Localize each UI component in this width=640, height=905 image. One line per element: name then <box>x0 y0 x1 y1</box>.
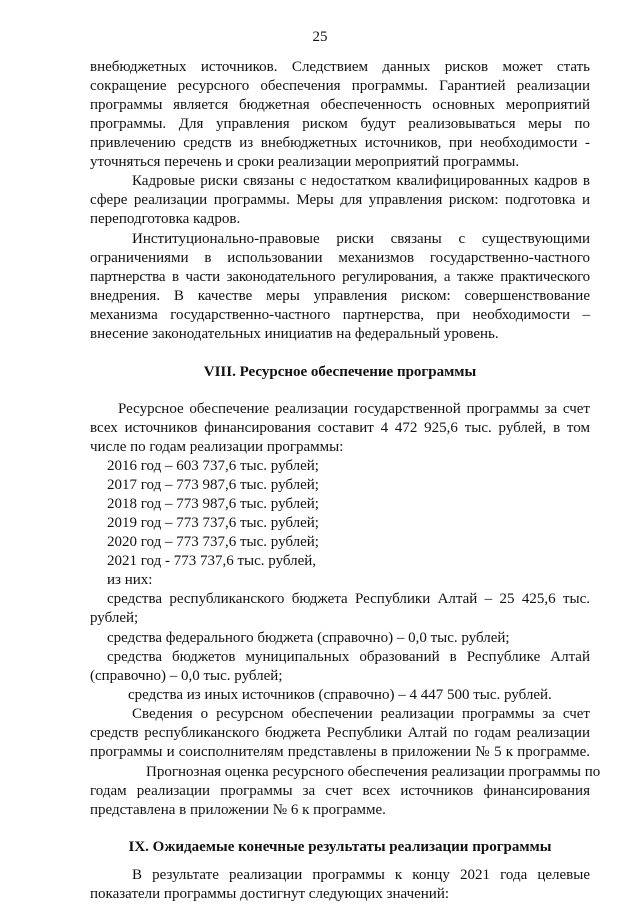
text-line: переподготовка кадров. <box>90 211 241 227</box>
text-line: В результате реализации программы к концу 2021 года целевые <box>132 867 590 883</box>
section-heading: VIII. Ресурсное обеспечение программы <box>203 364 477 380</box>
text-line: Прогнозная оценка ресурсного обеспечения реализации программы по <box>146 764 601 780</box>
text-line: программы и соисполнителям представлены в приложении № 5 к программе. <box>90 744 590 760</box>
text-line: 2019 год – 773 737,6 тыс. рублей; <box>107 515 319 531</box>
text-line: Кадровые риски связаны с недостатком квалифицированных кадров в <box>132 173 590 189</box>
text-line: всех источников финансирования составит 4 472 925,6 тыс. рублей, в том <box>90 420 590 436</box>
text-line: привлечению средств из внебюджетных источников, при необходимости - <box>90 135 590 151</box>
text-line: внедрения. В качестве меры управления риском: совершенствование <box>90 288 590 304</box>
text-line: 2016 год – 603 737,6 тыс. рублей; <box>107 458 319 474</box>
text-line: рублей; <box>90 610 139 626</box>
text-line: (справочно) – 0,0 тыс. рублей; <box>90 668 283 684</box>
text-line: Сведения о ресурсном обеспечении реализации программы за счет <box>132 706 590 722</box>
text-line: показатели программы достигнут следующих значений: <box>90 886 450 902</box>
text-line: сфере реализации программы. Меры для управления риском: подготовка и <box>90 192 590 208</box>
text-line: числе по годам реализации программы: <box>90 439 344 455</box>
text-line: представлена в приложении № 6 к программе. <box>90 802 386 818</box>
section-heading: IX. Ожидаемые конечные результаты реализации программы <box>128 839 552 855</box>
text-line: годам реализации программы за счет всех источников финансирования <box>90 783 590 799</box>
text-line: средств республиканского бюджета Республики Алтай по годам реализации <box>90 725 590 741</box>
text-line: внебюджетных источников. Следствием данных рисков может стать <box>90 59 590 75</box>
text-line: партнерства в части законодательного регулирования, а также практического <box>90 269 590 285</box>
text-line: средства республиканского бюджета Республики Алтай – 25 425,6 тыс. <box>107 591 590 607</box>
text-line: 2020 год – 773 737,6 тыс. рублей; <box>107 534 319 550</box>
text-line: ограничениями в использовании механизмов государственно-частного <box>90 250 590 266</box>
text-line: Институционально-правовые риски связаны с существующими <box>132 231 590 247</box>
text-line: программы. Для управления риском будут реализовываться меры по <box>90 116 590 132</box>
text-line: уточняться перечень и сроки реализации мероприятий программы. <box>90 154 520 170</box>
text-line: внесение законодательных инициатив на федеральный уровень. <box>90 326 499 342</box>
text-line: средства из иных источников (справочно) – 4 447 500 тыс. рублей. <box>128 687 552 703</box>
page-number: 25 <box>312 29 328 45</box>
text-line: механизма государственно-частного партнерства, при необходимости – <box>90 307 590 323</box>
text-line: 2017 год – 773 987,6 тыс. рублей; <box>107 477 319 493</box>
text-line: средства бюджетов муниципальных образований в Республике Алтай <box>107 649 590 665</box>
text-line: средства федерального бюджета (справочно) – 0,0 тыс. рублей; <box>107 630 510 646</box>
text-line: сокращение ресурсного обеспечения программы. Гарантией реализации <box>90 78 590 94</box>
text-line: программы является бюджетная обеспеченность основных мероприятий <box>90 97 590 113</box>
text-line: 2018 год – 773 987,6 тыс. рублей; <box>107 496 319 512</box>
text-line: Ресурсное обеспечение реализации государственной программы за счет <box>118 401 590 417</box>
text-line: 2021 год - 773 737,6 тыс. рублей, <box>107 553 317 569</box>
text-line: из них: <box>107 572 153 588</box>
